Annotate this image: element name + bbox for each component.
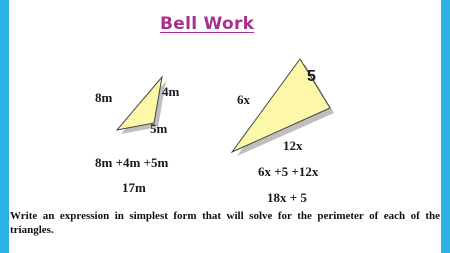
large-triangle-side-right: 5 [307,68,316,85]
large-triangle-side-left: 6x [237,92,250,107]
large-perimeter-answer: 18x + 5 [267,190,307,205]
small-triangle-side-right: 4m [162,84,180,99]
small-perimeter-answer: 17m [122,180,146,195]
instruction-text: Write an expression in simplest form that will solve for the perimeter of each of the triangles. [10,210,440,236]
large-triangle-side-bottom: 12x [283,138,303,153]
small-perimeter-expression: 8m +4m +5m [95,155,169,170]
small-triangle-side-bottom: 5m [150,121,168,136]
small-triangle-side-left: 8m [95,90,113,105]
page-title: Bell Work [160,14,255,34]
large-perimeter-expression: 6x +5 +12x [258,164,319,179]
